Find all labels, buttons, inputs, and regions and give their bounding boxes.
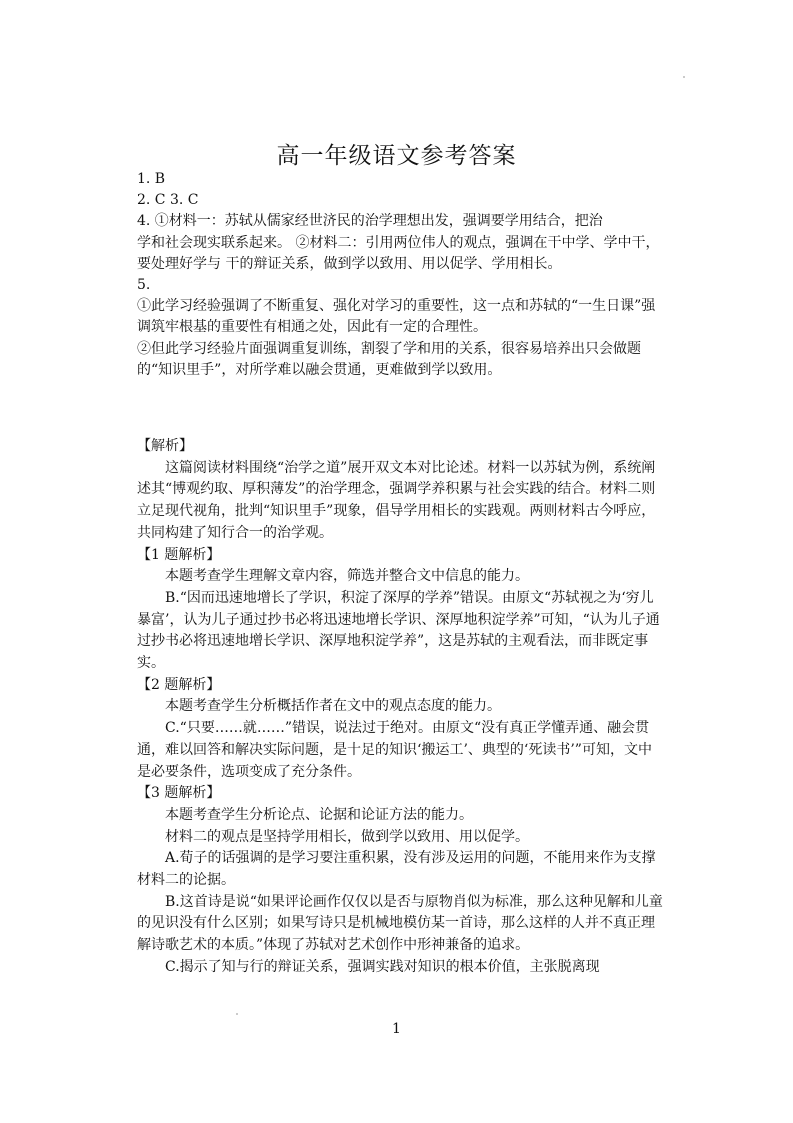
- q2-analysis-para: C.“只要……就……”错误，说法过于绝对。由原文“没有真正学懂弄通、融会贯通，难以回答和解决实际问题，是十足的知识‘搬运工’、典型的‘死读书’”可知，文中是必要条件，选项变成了充分条件。: [137, 720, 652, 780]
- analysis-overview: 这篇阅读材料围绕“治学之道”展开双文本对比论述。材料一以苏轼为例，系统阐述其“博观约取、厚积薄发”的治学理念，强调学养积累与社会实践的结合。材料二则立足现代视角，批判“知识里手”现象，倡导学用相长的实践观。两则材料古今呼应，共同构建了知行合一的治学观。: [137, 459, 656, 541]
- answer-5-point-2: ②但此学习经验片面强调重复训练，割裂了学和用的关系，很容易培养出只会做题的“知识里手”，对所学难以融会贯通，更难做到学以致用。: [137, 340, 641, 378]
- q1-analysis-para: 本题考查学生理解文章内容，筛选并整合文中信息的能力。: [165, 568, 529, 585]
- q1-analysis-para: B.“因而迅速地增长了学识，积淀了深厚的学养”错误。由原文“苏轼视之为‘穷儿暴富’，认为儿子通过抄书必将迅速地增长学识、深厚地积淀学养”可知，“认为儿子通过抄书必将迅速地增长学识、深厚地积淀学养”，这是苏轼的主观看法，而非既定事实。: [137, 589, 660, 672]
- answer-4-line-1: 4. ①材料一：苏轼从儒家经世济民的治学理想出发，强调要学用结合，把治: [137, 213, 603, 230]
- answer-4-line-2: 学和社会现实联系起来。 ②材料二：引用两位伟人的观点，强调在干中学、学中干，要处理好学与 干的辩证关系，做到学以致用、用以促学、学用相长。: [137, 234, 660, 272]
- q2-analysis-heading: 【2 题解析】: [137, 676, 221, 693]
- answer-5-point-1: ①此学习经验强调了不断重复、强化对学习的重要性，这一点和苏轼的“一生日课”强调筑牢根基的重要性有相通之处，因此有一定的合理性。: [137, 298, 656, 336]
- q2-analysis-para: 本题考查学生分析概括作者在文中的观点态度的能力。: [165, 698, 501, 715]
- scan-speck: [683, 76, 685, 78]
- q3-analysis-para: 材料二的观点是坚持学用相长，做到学以致用、用以促学。: [165, 828, 529, 845]
- q3-analysis-para: B.这首诗是说“如果评论画作仅仅以是否与原物肖似为标准，那么这种见解和儿童的见识没有什么区别；如果写诗只是机械地模仿某一首诗，那么这样的人并不真正理解诗歌艺术的本质。”体现了苏轼对艺术创作中形神兼备的追求。: [137, 893, 663, 954]
- page-title: 高一年级语文参考答案: [276, 143, 517, 169]
- answer-key: [137, 169, 665, 381]
- answer-1: 1. B: [137, 171, 166, 187]
- q3-analysis-heading: 【3 题解析】: [137, 785, 221, 802]
- answer-2-3: 2. C 3. C: [137, 192, 199, 209]
- page-number: 1: [392, 1021, 401, 1037]
- q1-analysis-heading: 【1 题解析】: [137, 546, 221, 563]
- q3-analysis-para: 本题考查学生分析论点、论据和论证方法的能力。: [165, 806, 473, 823]
- q3-analysis-para: A.荀子的话强调的是学习要注重积累，没有涉及运用的问题，不能用来作为支撑材料二的论据。: [137, 850, 656, 889]
- answer-5-label: 5.: [137, 277, 151, 294]
- analysis-section: [137, 436, 665, 979]
- scan-speck: [236, 1013, 238, 1015]
- q3-analysis-para: C.揭示了知与行的辩证关系，强调实践对知识的根本价值，主张脱离现: [165, 958, 600, 975]
- analysis-heading: 【解析】: [137, 438, 193, 454]
